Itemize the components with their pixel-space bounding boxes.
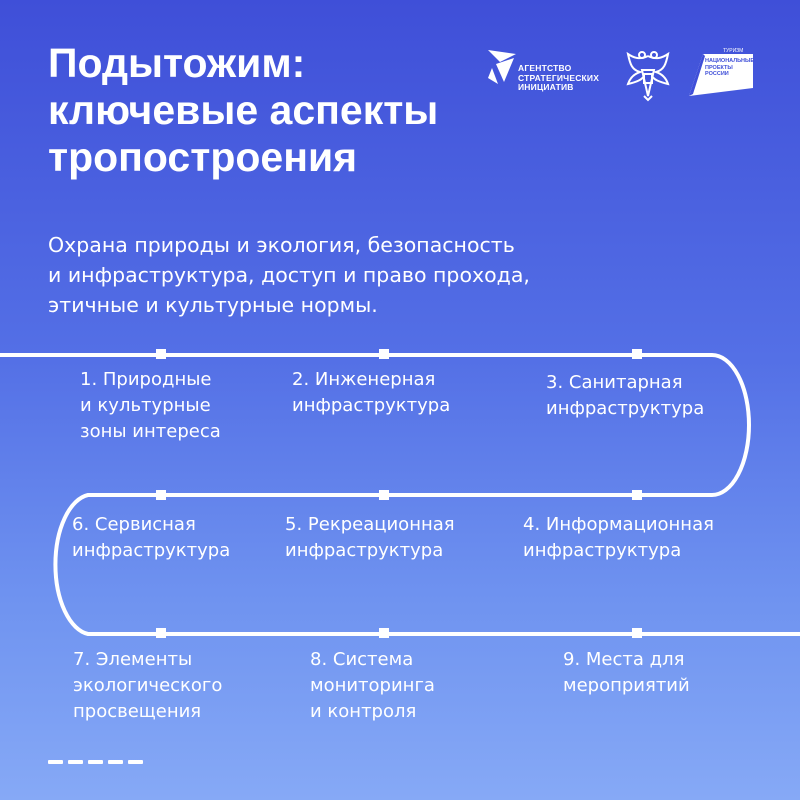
aspect-line: просвещения bbox=[73, 701, 202, 722]
slide-indicator-dash bbox=[68, 760, 83, 764]
aspect-item-6 bbox=[72, 512, 230, 564]
title-line: тропостроения bbox=[48, 134, 358, 180]
aspect-line: мероприятий bbox=[563, 675, 690, 696]
national-projects-small-label: ТУРИЗМ bbox=[723, 48, 744, 54]
slide-indicator-dash bbox=[128, 760, 143, 764]
aspect-line: и контроля bbox=[310, 701, 417, 722]
route-marker bbox=[632, 628, 642, 638]
aspect-line: 5. Рекреационная bbox=[285, 514, 455, 535]
aspect-line: мониторинга bbox=[310, 675, 435, 696]
route-marker bbox=[156, 490, 166, 500]
aspect-line: 2. Инженерная bbox=[292, 369, 436, 390]
route-marker bbox=[156, 349, 166, 359]
national-projects-line: ПРОЕКТЫ bbox=[705, 64, 733, 71]
aspect-item-9 bbox=[563, 647, 690, 699]
aspect-line: инфраструктура bbox=[546, 398, 705, 419]
intro-line: Охрана природы и экология, безопасность bbox=[48, 233, 515, 257]
slide-indicator bbox=[48, 749, 148, 768]
route-marker bbox=[632, 349, 642, 359]
aspect-line: 4. Информационная bbox=[523, 514, 714, 535]
asi-logo-line: ИНИЦИАТИВ bbox=[518, 82, 574, 92]
title-line: ключевые аспекты bbox=[48, 87, 439, 133]
aspect-item-8 bbox=[310, 647, 435, 725]
route-marker bbox=[379, 349, 389, 359]
intro-line: и инфраструктура, доступ и право прохода, bbox=[48, 263, 530, 287]
aspect-line: инфраструктура bbox=[72, 540, 231, 561]
title-line: Подытожим: bbox=[48, 40, 306, 86]
aspect-line: инфраструктура bbox=[285, 540, 444, 561]
asi-logo-line: АГЕНТСТВО bbox=[518, 63, 572, 73]
aspect-line: 3. Санитарная bbox=[546, 372, 683, 393]
aspect-line: зоны интереса bbox=[80, 421, 221, 442]
route-marker bbox=[156, 628, 166, 638]
national-projects-line: РОССИИ bbox=[705, 71, 729, 77]
slide-indicator-dash bbox=[108, 760, 123, 764]
aspect-item-2 bbox=[292, 367, 450, 419]
aspect-line: инфраструктура bbox=[523, 540, 682, 561]
route-marker bbox=[379, 490, 389, 500]
aspect-item-1 bbox=[80, 367, 221, 445]
route-marker bbox=[632, 490, 642, 500]
aspect-item-4 bbox=[523, 512, 714, 564]
slide-indicator-dash bbox=[88, 760, 103, 764]
route-marker bbox=[379, 628, 389, 638]
asi-logo-line: СТРАТЕГИЧЕСКИХ bbox=[518, 72, 600, 83]
slide-indicator-dash bbox=[48, 760, 63, 764]
aspect-item-5 bbox=[285, 512, 455, 564]
aspect-line: экологического bbox=[73, 675, 223, 696]
aspect-line: 7. Элементы bbox=[73, 649, 193, 670]
aspect-line: инфраструктура bbox=[292, 395, 451, 416]
aspect-item-3 bbox=[546, 370, 704, 422]
national-projects-line: НАЦИОНАЛЬНЫЕ bbox=[705, 58, 755, 64]
aspect-line: и культурные bbox=[80, 395, 211, 416]
aspect-line: 9. Места для bbox=[563, 649, 685, 670]
aspect-line: 6. Сервисная bbox=[72, 514, 196, 535]
intro-line: этичные и культурные нормы. bbox=[48, 293, 378, 317]
aspect-line: 8. Система bbox=[310, 649, 414, 670]
aspect-item-7 bbox=[73, 647, 222, 725]
aspect-line: 1. Природные bbox=[80, 369, 212, 390]
